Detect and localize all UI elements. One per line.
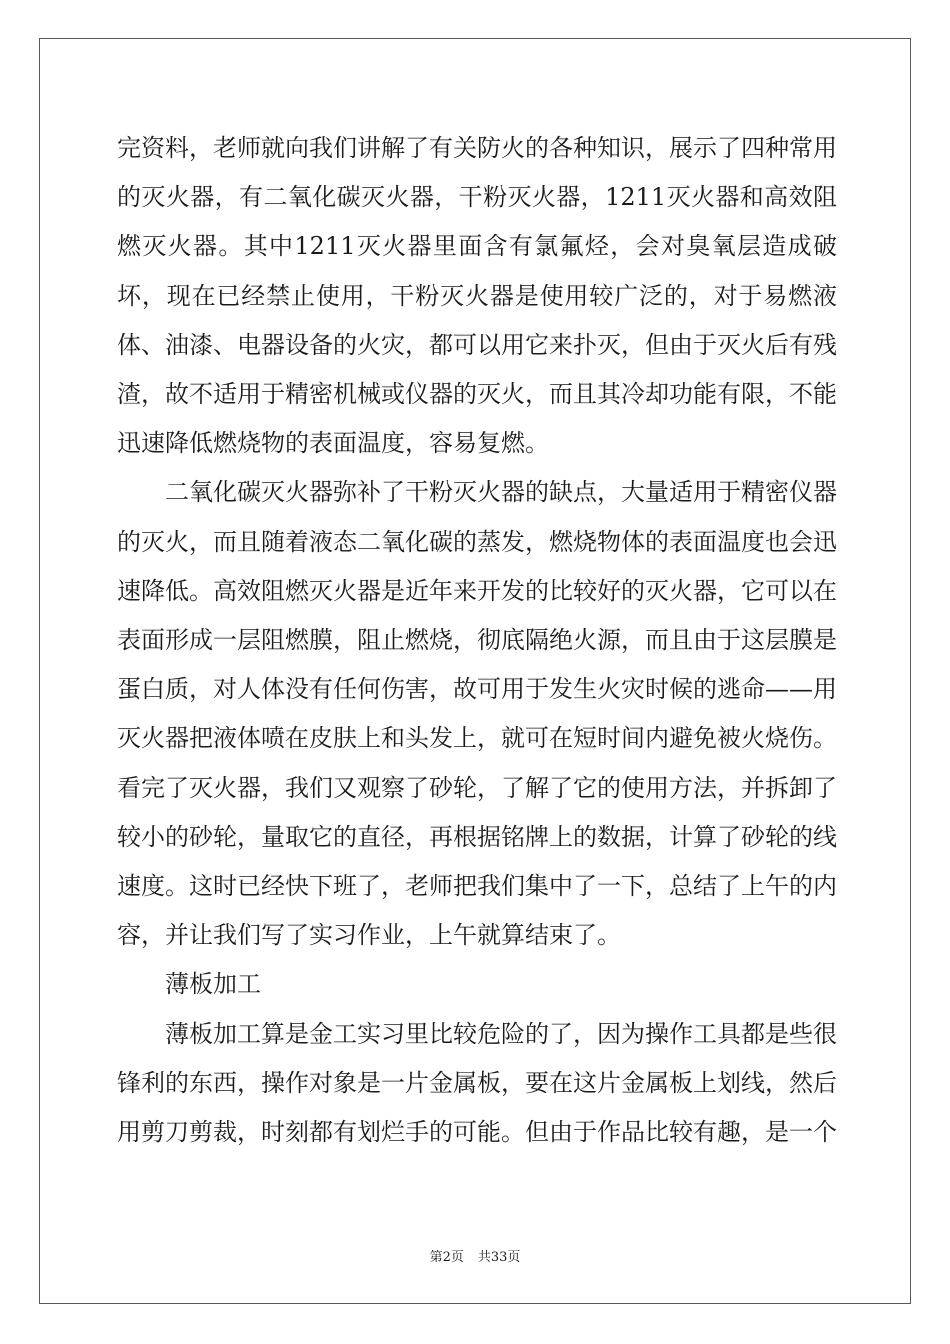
paragraph-2: 二氧化碳灭火器弥补了干粉灭火器的缺点，大量适用于精密仪器的灭火，而且随着液态二氧化碳的蒸发，燃烧物体的表面温度也会迅速降低。高效阻燃灭火器是近年来开发的比较好的灭火器，它可以在表面形成一层阻燃膜，阻止燃烧，彻底隔绝火源，而且由于这层膜是蛋白质，对人体没有任何伤害，故可用于发生火灾时候的逃命——用灭火器把液体喷在皮肤上和头发上，就可在短时间内避免被火烧伤。看完了灭火器，我们又观察了砂轮，了解了它的使用方法，并拆卸了较小的砂轮，量取它的直径，再根据铭牌上的数据，计算了砂轮的线速度。这时已经快下班了，老师把我们集中了一下，总结了上午的内容，并让我们写了实习作业，上午就算结束了。 [117, 478, 837, 950]
paragraph-1: 完资料，老师就向我们讲解了有关防火的各种知识，展示了四种常用的灭火器，有二氧化碳灭火器，干粉灭火器，1211灭火器和高效阻燃灭火器。其中1211灭火器里面含有氯氟烃，会对臭氧层造成破坏，现在已经禁止使用，干粉灭火器是使用较广泛的，对于易燃液体、油漆、电器设备的火灾，都可以用它来扑灭，但由于灭火后有残渣，故不适用于精密机械或仪器的灭火，而且其冷却功能有限，不能迅速降低燃烧物的表面温度，容易复燃。 [117, 134, 837, 458]
document-body [117, 124, 837, 1157]
page-number: 第2页 [429, 1250, 464, 1265]
page-total: 共33页 [477, 1250, 521, 1265]
section-heading: 薄板加工 [165, 970, 261, 999]
page-footer [0, 1246, 950, 1265]
paragraph-3: 薄板加工算是金工实习里比较危险的了，因为操作工具都是些很锋利的东西，操作对象是一片金属板，要在这片金属板上划线，然后用剪刀剪裁，时刻都有划烂手的可能。但由于作品比较有趣，是一个 [117, 1019, 837, 1147]
